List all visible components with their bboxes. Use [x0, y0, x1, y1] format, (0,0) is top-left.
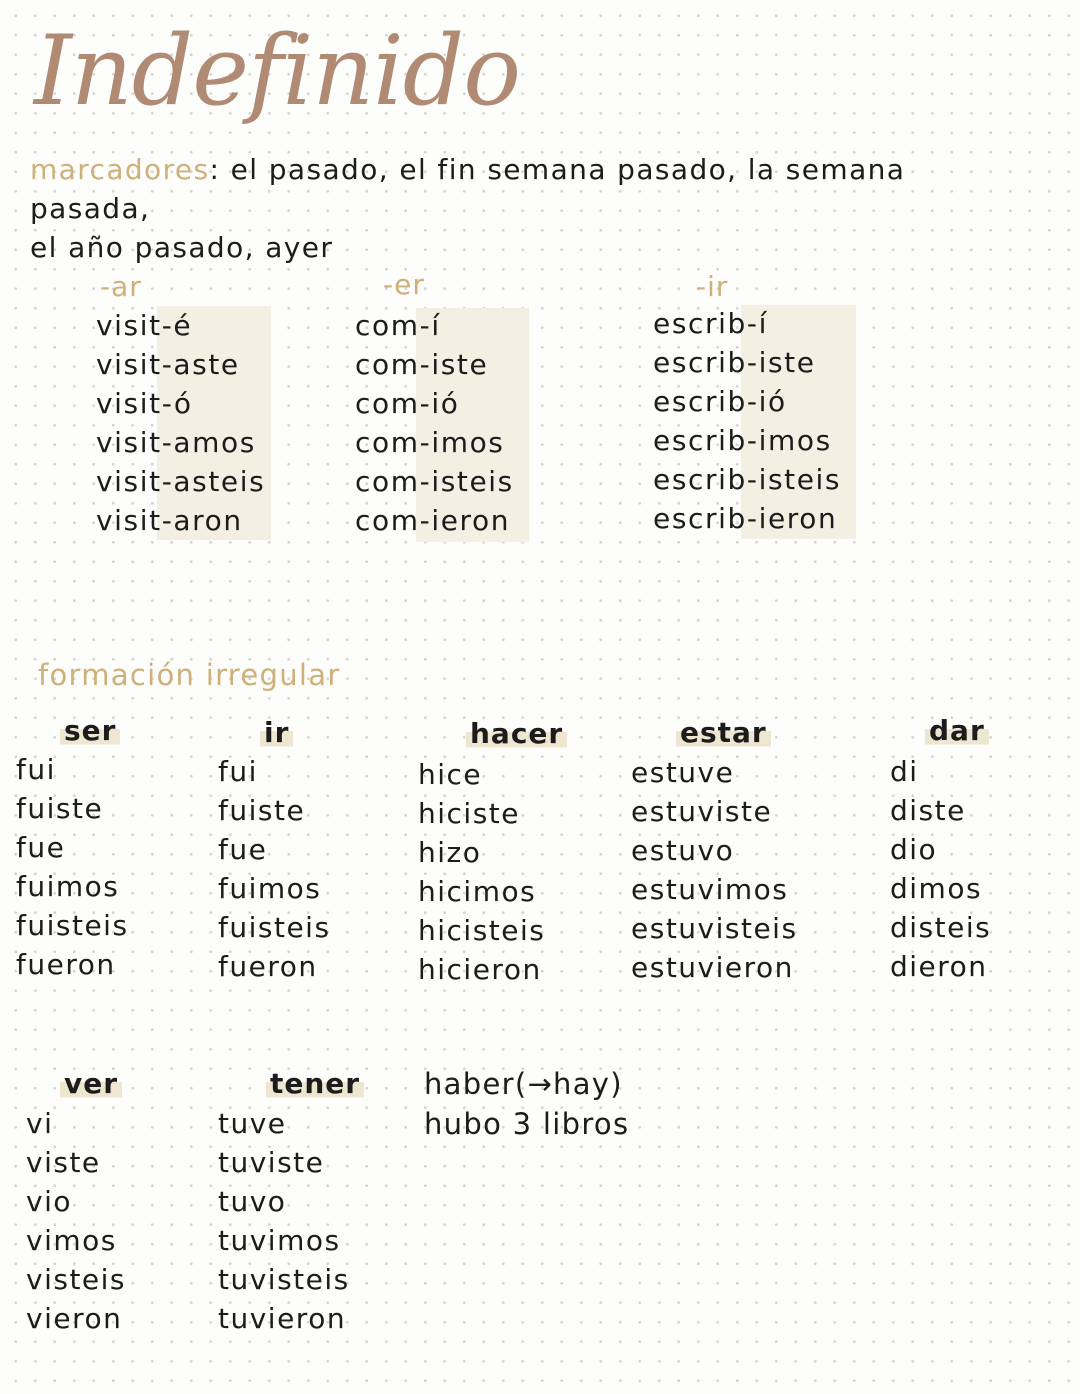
verb-form: estuve — [631, 756, 735, 789]
stem: com — [355, 465, 420, 498]
er-form-5 — [355, 462, 514, 501]
verb-form: dieron — [890, 950, 988, 983]
verb-form: fui — [218, 755, 258, 788]
stem: escrib — [653, 502, 747, 535]
page-title: Indefinido — [34, 15, 521, 127]
verb-form: hice — [418, 758, 483, 791]
ending: -iste — [746, 346, 816, 379]
ending: -iste — [419, 348, 489, 381]
verb-header-estar: estar — [676, 716, 771, 749]
er-form-4 — [355, 423, 514, 462]
verb-form: fuiste — [16, 792, 104, 825]
ending: -imos — [746, 424, 832, 457]
verb-form: viste — [26, 1146, 101, 1179]
verb-header-ser: ser — [60, 714, 120, 747]
markers-label: marcadores — [30, 153, 210, 186]
haber-block — [424, 1064, 629, 1144]
ar-form-6 — [96, 501, 265, 540]
verb-form: di — [890, 755, 919, 788]
markers-line1: el pasado, el fin semana pasado, la semana pasada, — [30, 153, 906, 225]
verb-form: hicisteis — [418, 914, 546, 947]
verb-form: fueron — [218, 950, 318, 983]
verb-forms-tener — [218, 1104, 350, 1338]
ending: -í — [746, 307, 768, 340]
er-form-2 — [355, 345, 514, 384]
ending: -aste — [161, 348, 240, 381]
verb-form: hiciste — [418, 797, 520, 830]
verb-form: tuvisteis — [218, 1263, 350, 1296]
verb-form: estuviste — [631, 795, 773, 828]
ending: -asteis — [161, 465, 266, 498]
ar-form-1 — [96, 306, 265, 345]
verb-form: fuimos — [218, 872, 322, 905]
verb-form: estuvimos — [631, 873, 789, 906]
verb-form: dimos — [890, 872, 983, 905]
irregular-title: formación irregular — [38, 658, 341, 692]
verb-forms-hacer — [418, 755, 545, 989]
er-form-3 — [355, 384, 514, 423]
verb-form: hicimos — [418, 875, 537, 908]
verb-forms-dar — [890, 752, 991, 986]
ar-conjugation — [96, 306, 265, 540]
ar-header: -ar — [100, 270, 142, 303]
verb-header-ir: ir — [260, 716, 293, 749]
verb-form: vi — [26, 1107, 54, 1140]
stem: escrib — [653, 346, 747, 379]
ending: -isteis — [419, 465, 514, 498]
verb-header-ver: ver — [60, 1067, 122, 1100]
verb-form: tuviste — [218, 1146, 325, 1179]
ending: -ieron — [746, 502, 838, 535]
er-header: -er — [383, 268, 425, 301]
ir-form-5 — [653, 460, 841, 499]
verb-form: estuvieron — [631, 951, 794, 984]
verb-form: estuvo — [631, 834, 735, 867]
stem: visit — [96, 309, 162, 342]
markers-colon: : — [209, 153, 231, 186]
stem: escrib — [653, 307, 747, 340]
ir-form-2 — [653, 343, 841, 382]
verb-form: fueron — [16, 948, 116, 981]
ir-header: -ir — [696, 270, 729, 303]
stem: escrib — [653, 424, 747, 457]
ar-form-5 — [96, 462, 265, 501]
er-conjugation — [355, 306, 514, 540]
verb-form: tuvo — [218, 1185, 287, 1218]
verb-form: fuiste — [218, 794, 306, 827]
verb-form: dio — [890, 833, 938, 866]
verb-header-tener: tener — [266, 1067, 364, 1100]
stem: com — [355, 348, 420, 381]
ar-form-4 — [96, 423, 265, 462]
stem: com — [355, 387, 420, 420]
ir-form-4 — [653, 421, 841, 460]
ir-conjugation — [653, 304, 841, 538]
er-form-1 — [355, 306, 514, 345]
verb-form: fue — [218, 833, 268, 866]
verb-form: vieron — [26, 1302, 123, 1335]
ir-form-1 — [653, 304, 841, 343]
stem: com — [355, 504, 420, 537]
markers-line2: el año pasado, ayer — [30, 231, 334, 264]
haber-example: hubo 3 libros — [424, 1107, 630, 1141]
haber-header: haber(→hay) — [424, 1067, 623, 1101]
verb-form: disteis — [890, 911, 992, 944]
stem: visit — [96, 348, 162, 381]
ending: -ió — [419, 387, 460, 420]
verb-form: visteis — [26, 1263, 127, 1296]
verb-form: vio — [26, 1185, 72, 1218]
verb-form: tuvimos — [218, 1224, 341, 1257]
ar-form-3 — [96, 384, 265, 423]
verb-forms-ver — [26, 1104, 126, 1338]
verb-header-dar: dar — [925, 714, 989, 747]
stem: com — [355, 309, 420, 342]
stem: escrib — [653, 385, 747, 418]
verb-form: fuisteis — [218, 911, 331, 944]
verb-form: fui — [16, 753, 56, 786]
verb-forms-estar — [631, 753, 798, 987]
ending: -amos — [161, 426, 256, 459]
ending: -í — [419, 309, 441, 342]
ending: -ió — [746, 385, 787, 418]
ending: -ó — [161, 387, 193, 420]
verb-header-hacer: hacer — [466, 717, 567, 750]
verb-form: fuimos — [16, 870, 120, 903]
markers-text — [30, 150, 1030, 267]
stem: visit — [96, 387, 162, 420]
verb-form: vimos — [26, 1224, 117, 1257]
ending: -é — [161, 309, 193, 342]
verb-form: fue — [16, 831, 66, 864]
verb-form: estuvisteis — [631, 912, 798, 945]
stem: visit — [96, 426, 162, 459]
ending: -imos — [419, 426, 505, 459]
ir-form-3 — [653, 382, 841, 421]
ending: -isteis — [746, 463, 842, 496]
stem: visit — [96, 465, 162, 498]
verb-form: fuisteis — [16, 909, 129, 942]
verb-form: hicieron — [418, 953, 542, 986]
verb-form: tuvieron — [218, 1302, 347, 1335]
verb-forms-ser — [16, 750, 129, 984]
verb-form: hizo — [418, 836, 482, 869]
ir-form-6 — [653, 499, 841, 538]
verb-form: diste — [890, 794, 966, 827]
stem: com — [355, 426, 420, 459]
ending: -aron — [161, 504, 243, 537]
verb-forms-ir — [218, 752, 331, 986]
ar-form-2 — [96, 345, 265, 384]
er-form-6 — [355, 501, 514, 540]
stem: visit — [96, 504, 162, 537]
verb-form: tuve — [218, 1107, 287, 1140]
ending: -ieron — [419, 504, 511, 537]
stem: escrib — [653, 463, 747, 496]
